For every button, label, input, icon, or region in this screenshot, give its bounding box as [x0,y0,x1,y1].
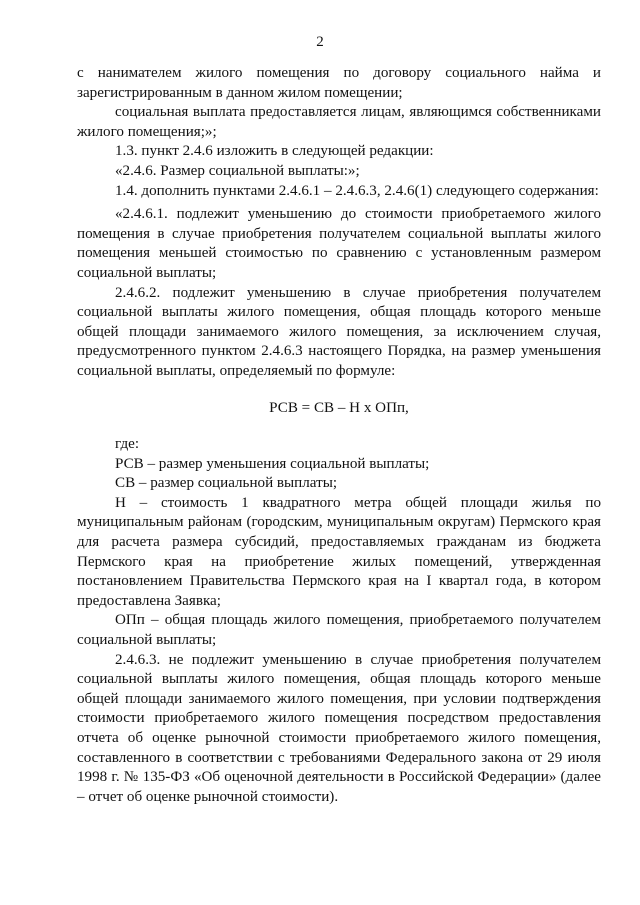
paragraph-2-4-6-2: 2.4.6.2. подлежит уменьшению в случае приобретения получателем социальной выплаты жилого помещения, общая площадь которого меньше общей площади занимаемого жилого помещения, за исключением случая, предусмотренного пунктом 2.4.6.3 настоящего Порядка, на размер уменьшения социальной выплаты, определяемый по формуле: [77,284,601,379]
formula-def-opp: ОПп – общая площадь жилого помещения, приобретаемого получателем социальной выплаты; [77,612,601,649]
formula: РСВ = СВ – Н х ОПп, [269,399,409,416]
paragraph-owners: социальная выплата предоставляется лицам, являющимся собственниками жилого помещения;»; [77,104,601,140]
page-number: 2 [316,34,324,50]
paragraph-2-4-6-1: «2.4.6.1. подлежит уменьшению до стоимости приобретаемого жилого помещения в случае приобретения получателем социальной выплаты жилого помещения меньшей стоимостью по сравнению с установленным размером социальной выплаты; [77,206,601,281]
formula-def-rsv: РСВ – размер уменьшения социальной выплаты; [115,455,430,472]
formula-def-n: Н – стоимость 1 квадратного метра общей площади жилья по муниципальным районам (городским, муниципальным округам) Пермского края для расчета размера субсидий, предоставляемых гражданам из бюджета Пермского края на приобретение жилых помещений, утвержденная постановлением Правительства Пермского края на I квартал года, в котором предоставлена Заявка; [77,494,601,609]
paragraph-1-4: 1.4. дополнить пунктами 2.4.6.1 – 2.4.6.3, 2.4.6(1) следующего содержания: [115,182,599,199]
paragraph-continuation: с нанимателем жилого помещения по договору социального найма и зарегистрированным в данном жилом помещении; [77,65,601,101]
paragraph-2-4-6-3: 2.4.6.3. не подлежит уменьшению в случае приобретения получателем социальной выплаты жилого помещения, общая площадь которого меньше общей площади занимаемого жилого помещения, при условии подтверждения стоимости приобретаемого жилого помещения посредством предоставления отчета об оценке рыночной стоимости приобретаемого жилого помещения, составленного в соответствии с требованиями Федерального закона от 29 июля 1998 г. № 135-ФЗ «Об оценочной деятельности в Российской Федерации» (далее – отчет об оценке рыночной стоимости). [77,651,601,805]
formula-def-sv: СВ – размер социальной выплаты; [115,475,338,492]
document-body [77,64,601,807]
paragraph-2-4-6: «2.4.6. Размер социальной выплаты:»; [115,162,360,179]
formula-where: где: [115,436,140,453]
paragraph-1-3: 1.3. пункт 2.4.6 изложить в следующей редакции: [115,143,434,160]
